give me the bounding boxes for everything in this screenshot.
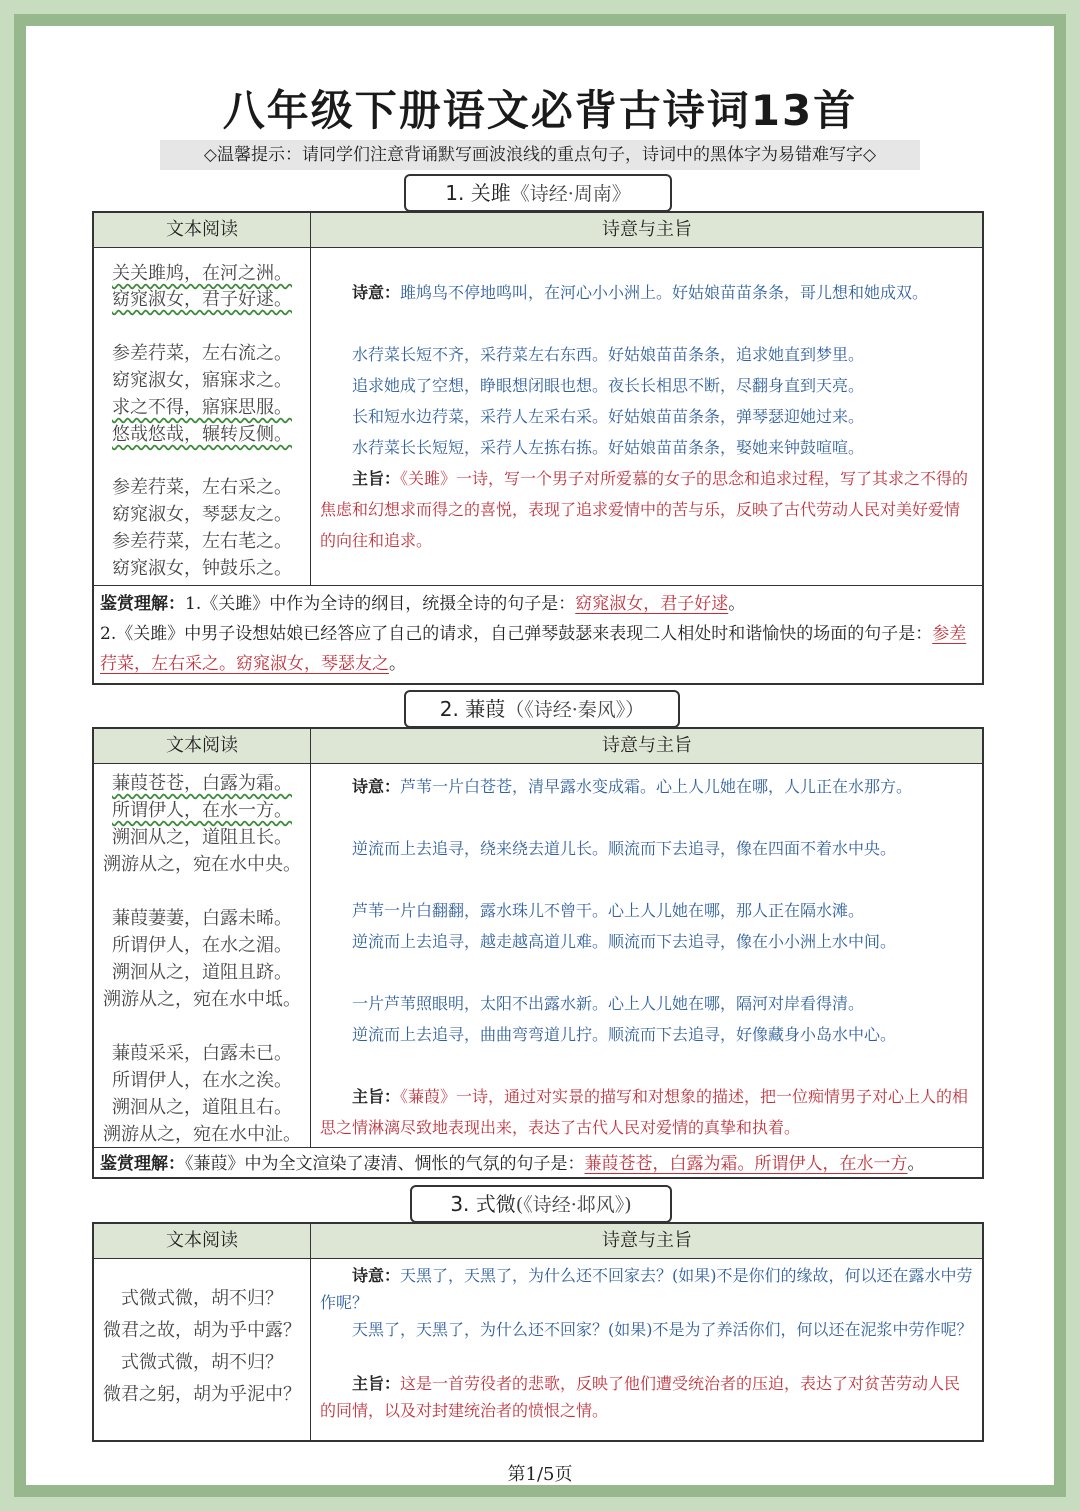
punctuation: 。	[907, 1154, 925, 1174]
poem-line: 所谓伊人，在水之涘。	[112, 1070, 292, 1091]
meaning-text: 雎鸠鸟不停地鸣叫，在河心小小洲上。好姑娘苗苗条条，哥儿想和她成双。	[400, 283, 929, 302]
section-name: 1. 关雎	[445, 181, 511, 205]
meaning-label: 诗意：	[352, 1266, 401, 1285]
poem-line: 参差荇菜，左右采之。	[112, 477, 292, 498]
poem-line: 蒹葭苍苍，白露为霜。	[112, 773, 292, 794]
header-text-reading: 文本阅读	[166, 219, 238, 240]
page-number: 第1/5页	[507, 1464, 573, 1485]
meaning-text: 追求她成了空想，睁眼想闭眼也想。夜长长相思不断，尽翻身直到天亮。	[352, 376, 865, 395]
poem-line: 窈窕淑女，寤寐求之。	[112, 370, 292, 391]
section-source: (《诗经·邶风》)	[515, 1194, 632, 1216]
section-source: （《诗经·秦风》）	[505, 699, 645, 721]
section-title-guanju	[404, 174, 672, 212]
table-header	[94, 729, 982, 764]
theme-label: 主旨：	[352, 1087, 401, 1106]
appreciation-block	[100, 1149, 976, 1179]
row-divider	[94, 1147, 982, 1148]
tip-banner: ◇温馨提示：请同学们注意背诵默写画波浪线的重点句子，诗词中的黑体字为易错难写字◇	[160, 140, 920, 170]
meaning-text: 水荇菜长短不齐，采荇菜左右东西。好姑娘苗苗条条，追求她直到梦里。	[352, 345, 865, 364]
page-title: 八年级下册语文必背古诗词13首	[222, 86, 858, 135]
poem-line: 参差荇菜，左右芼之。	[112, 531, 292, 552]
theme-label: 主旨：	[352, 1374, 401, 1393]
meaning-text: 芦苇一片白翻翻，露水珠儿不曾干。心上人儿她在哪，那人正在隔水滩。	[352, 901, 865, 920]
theme-text: 《关雎》一诗，写一个男子对所爱慕的女子的思念和追求过程，写了其求之不得的焦虑和幻想求而得之的喜悦，表现了追求爱情中的苦与乐，反映了古代劳动人民对美好爱情的向往和追求。	[320, 469, 969, 550]
meaning-text: 天黑了，天黑了，为什么还不回家去？(如果)不是你们的缘故，何以还在露水中劳作呢？	[320, 1266, 973, 1312]
meaning-text: 一片芦苇照眼明，太阳不出露水新。心上人儿她在哪，隔河对岸看得清。	[352, 994, 865, 1013]
section-name: 2. 蒹葭	[439, 697, 506, 721]
poem-line: 溯洄从之，道阻且长。	[112, 827, 292, 848]
poem-line: 溯游从之，宛在水中坻。	[103, 989, 301, 1010]
meaning-text: 芦苇一片白苍苍，清早露水变成霜。心上人儿她在哪，人儿正在水那方。	[400, 777, 913, 796]
header-meaning: 诗意与主旨	[602, 219, 692, 240]
poem-line: 溯洄从之，道阻且跻。	[112, 962, 292, 983]
poem-line: 所谓伊人，在水一方。	[112, 800, 292, 821]
meaning-text: 长和短水边荇菜，采荇人左采右采。好姑娘苗苗条条，弹琴瑟迎她过来。	[352, 407, 865, 426]
column-divider	[310, 213, 311, 585]
section-name: 3. 式微	[450, 1192, 516, 1216]
poem-line: 溯游从之，宛在水中央。	[103, 854, 301, 875]
appreciation-question: 2.《关雎》中男子设想姑娘已经答应了自己的请求，自己弹琴鼓瑟来表现二人相处时和谐愉快的场面的句子是：	[100, 624, 933, 644]
appreciation-answer: 窈窕淑女，君子好逑	[575, 594, 729, 614]
appreciation-answer: 蒹葭苍苍，白露为霜。所谓伊人，在水一方	[584, 1154, 908, 1174]
table-header	[94, 1224, 982, 1259]
section-title-jianjia	[404, 690, 680, 728]
theme-text: 《蒹葭》一诗，通过对实景的描写和对想象的描述，把一位痴情男子对心上人的相思之情淋漓尽致地表现出来，表达了古代人民对爱情的真挚和执着。	[320, 1087, 969, 1137]
meaning-text: 逆流而上去追寻，绕来绕去道儿长。顺流而下去追寻，像在四面不着水中央。	[352, 839, 897, 858]
poem-line: 蒹葭萋萋，白露未晞。	[112, 908, 292, 929]
poem-line: 窈窕淑女，琴瑟友之。	[112, 504, 292, 525]
appreciation-question: 1.《关雎》中作为全诗的纲目，统摄全诗的句子是：	[185, 594, 576, 614]
header-text-reading: 文本阅读	[166, 1230, 238, 1251]
meaning-label: 诗意：	[352, 283, 401, 302]
poem-line: 窈窕淑女，钟鼓乐之。	[112, 558, 292, 579]
poem-line: 式微式微，胡不归？	[121, 1352, 283, 1373]
poem-line: 关关雎鸠，在河之洲。	[112, 263, 292, 284]
punctuation: 。	[728, 594, 746, 614]
poem-line: 蒹葭采采，白露未已。	[112, 1043, 292, 1064]
poem-line: 窈窕淑女，君子好逑。	[112, 289, 292, 310]
punctuation: 。	[389, 654, 406, 674]
column-divider	[310, 1224, 311, 1440]
poem-line: 溯游从之，宛在水中沚。	[103, 1124, 301, 1145]
poem-line: 微君之故，胡为乎中露？	[103, 1320, 301, 1341]
table-header	[94, 213, 982, 248]
poem-line: 参差荇菜，左右流之。	[112, 343, 292, 364]
theme-text: 这是一首劳役者的悲歌，反映了他们遭受统治者的压迫，表达了对贫苦劳动人民的同情，以及对封建统治者的愤恨之情。	[320, 1374, 961, 1420]
poem-line: 求之不得，寤寐思服。	[112, 397, 292, 418]
appreciation-answer: 参差荇菜，左右采之。窈窕淑女，琴瑟友之	[100, 624, 967, 674]
section-source: 《诗经·周南》	[510, 183, 631, 205]
header-text-reading: 文本阅读	[166, 735, 238, 756]
appreciation-block	[100, 589, 976, 679]
poem-line: 微君之躬，胡为乎泥中？	[103, 1384, 301, 1405]
header-meaning: 诗意与主旨	[602, 735, 692, 756]
column-divider	[310, 729, 311, 1147]
section-title-shiwei	[410, 1185, 672, 1223]
row-divider	[94, 585, 982, 586]
poem-table-jianjia	[92, 727, 984, 1179]
appreciation-question: 《蒹葭》中为全文渲染了凄清、惆怅的气氛的句子是：	[185, 1154, 585, 1174]
poem-table-guanju	[92, 211, 984, 685]
poem-line: 所谓伊人，在水之湄。	[112, 935, 292, 956]
header-meaning: 诗意与主旨	[602, 1230, 692, 1251]
poem-line: 悠哉悠哉，辗转反侧。	[112, 424, 292, 445]
meaning-text: 逆流而上去追寻，越走越高道儿难。顺流而下去追寻，像在小小洲上水中间。	[352, 932, 897, 951]
meaning-text: 天黑了，天黑了，为什么还不回家？(如果)不是为了养活你们，何以还在泥浆中劳作呢？	[352, 1320, 973, 1339]
meaning-label: 诗意：	[352, 777, 401, 796]
appreciation-label: 鉴赏理解：	[100, 1154, 185, 1174]
appreciation-label: 鉴赏理解：	[100, 594, 185, 614]
poem-line: 式微式微，胡不归？	[121, 1288, 283, 1309]
meaning-text: 水荇菜长长短短，采荇人左拣右拣。好姑娘苗苗条条，娶她来钟鼓喧喧。	[352, 438, 865, 457]
poem-line: 溯洄从之，道阻且右。	[112, 1097, 292, 1118]
poem-table-shiwei	[92, 1222, 984, 1442]
theme-label: 主旨：	[352, 469, 401, 488]
meaning-text: 逆流而上去追寻，曲曲弯弯道儿拧。顺流而下去追寻，好像藏身小岛水中心。	[352, 1025, 897, 1044]
